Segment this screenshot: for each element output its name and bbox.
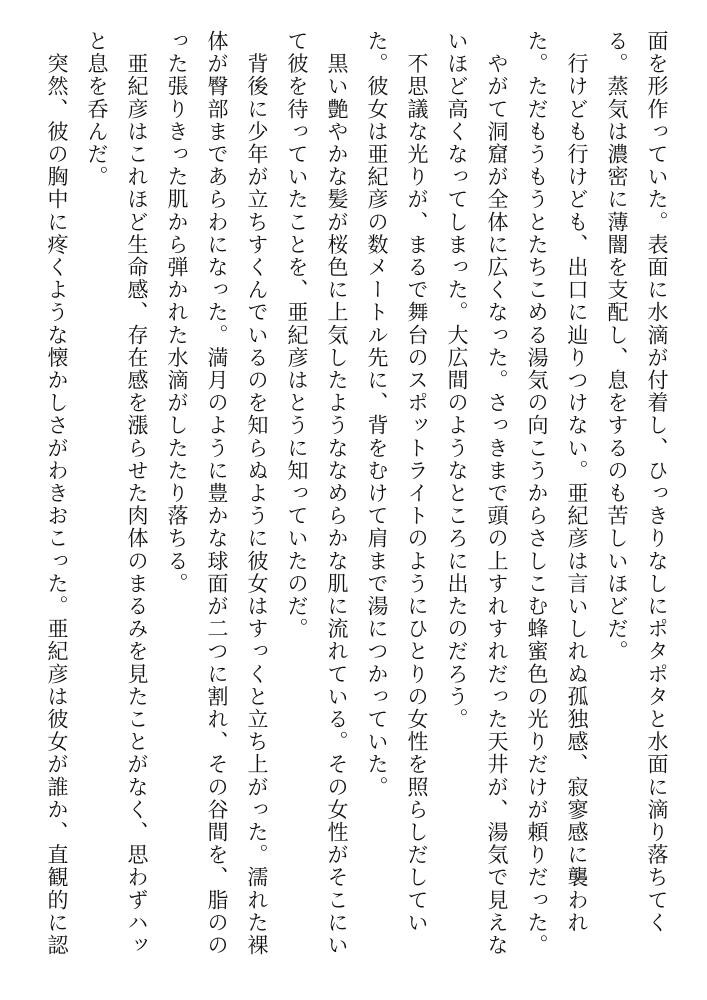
text-line: た。ただもうもうとたちこめる湯気の向こうからさしこむ蜂蜜色の光りだけが頼りだった。 xyxy=(525,30,549,957)
text-line: 背後に少年が立ちすくんでいるのを知らぬように彼女はすっくと立ち上がった。濡れた裸 xyxy=(245,30,269,957)
text-line: と息を呑んだ。 xyxy=(85,30,109,189)
text-line: 不思議な光りが、まるで舞台のスポットライトのようにひとりの女性を照らしだしてい xyxy=(405,30,429,934)
text-line: 面を形作っていた。表面に水滴が付着し、ひっきりなしにポタポタと水面に滴り落ちてく xyxy=(645,30,669,934)
text-line: 亜紀彦はこれほど生命感、存在感を漲らせた肉体のまるみを見たことがなく、思わずハッ xyxy=(125,30,149,957)
text-line: った張りきった肌から弾かれた水滴がしたたり落ちる。 xyxy=(165,30,189,595)
text-line: る。蒸気は濃密に薄闇を支配し、息をするのも苦しいほどだ。 xyxy=(605,30,629,663)
text-line: 突然、彼の胸中に疼くような懐かしさがわきおこった。亜紀彦は彼女が誰か、直観的に認 xyxy=(45,30,69,957)
text-line: 黒い艶やかな髪が桜色に上気したようななめらかな肌に流れている。その女性がそこにい xyxy=(325,30,349,957)
text-line: 体が臀部まであらわになった。満月のように豊かな球面が二つに割れ、その谷間を、脂のの xyxy=(205,30,229,957)
text-line: て彼を待っていたことを、亜紀彦はとうに知っていたのだ。 xyxy=(285,30,309,641)
text-line: いほど高くなってしまった。大広間のようなところに出たのだろう。 xyxy=(445,30,469,731)
vertical-text-body xyxy=(37,30,677,970)
text-line: た。彼女は亜紀彦の数メートル先に、背をむけて肩まで湯につかっていた。 xyxy=(365,30,389,799)
text-line: 行けども行けども、出口に辿りつけない。亜紀彦は言いしれぬ孤独感、寂寥感に襲われ xyxy=(565,30,589,934)
text-line: やがて洞窟が全体に広くなった。さっきまで頭の上すれすれだった天井が、湯気で見えな xyxy=(485,30,509,957)
